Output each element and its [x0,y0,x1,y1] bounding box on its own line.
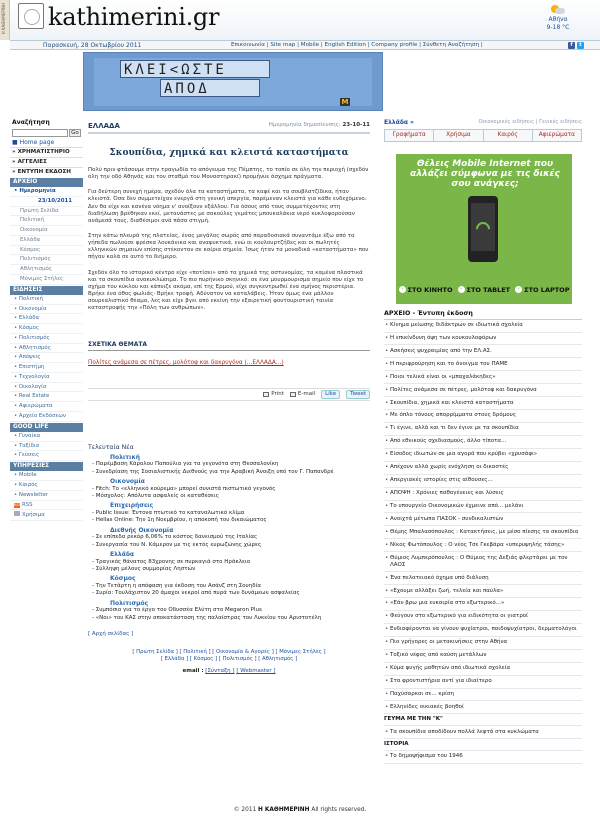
arrow-icon: › [458,286,465,293]
sidebar-news-item-label: Οικονομία [18,305,47,312]
sidebar-box-print-edition[interactable]: » ΕΝΤΥΠΗ ΕΚΔΟΣΗ [10,167,83,177]
bullet-icon: • [14,403,19,410]
dash-icon: - [92,607,96,614]
print-archive-item[interactable]: • Ποιοι τελικά είναι οι «μπαχαλάκηδες» [384,371,582,384]
article-paragraph: Για δεύτερη συνεχή ημέρα, σχεδόν όλα τα καταστήματα, τα καφέ και τα σουβλατζίδικα, ήταν κλειστά. Όσα δεν συμμετείχαν ενεργά στη γενική απεργία, παρέμεναν κλειστά για κάθε ενδεχόμενο. Δεν θα είχε και κανένα νόημα ν' ανοίξουν εξάλλου. Για όσους από τους συμμετέχοντες στη διαδήλωση βρέθηκαν εκεί, μετανάστες με σακούλες γεμάτες μπουκαλάκια νερό κυκλοφορούσαν ανάμεσά τους, διαθέσιμοι ανά πάσα στιγμή. [88,189,367,224]
latest-news-item[interactable] [88,607,370,614]
arrow-icon: › [399,286,406,293]
sidebar-archive-item[interactable]: Οικονομία [10,226,83,236]
latest-news-category: Ελλάδα [110,551,135,559]
current-date: Παρασκευή, 28 Οκτωβρίου 2011 [43,42,142,49]
sidebar-news-item-label: Αφιερώματα [18,403,53,410]
rss-link[interactable] [10,501,83,511]
latest-news-item[interactable] [88,534,370,541]
latest-news-item-label: «Νοι» του ΚΑΣ στην αποκατάσταση της παλαίστρας του Λυκείου του Αριστοτέλη [95,614,322,621]
sidebar-box-stocks[interactable]: » ΧΡΗΜΑΤΙΣΤΗΡΙΟ [10,147,83,157]
latest-news-item[interactable] [88,486,370,493]
services-list [10,471,83,500]
latest-news-item[interactable] [88,461,370,468]
site-logo[interactable] [18,3,219,31]
sidebar-service-item[interactable] [10,471,83,481]
related-header: ΣΧΕΤΙΚΑ ΘΕΜΑΤΑ [88,341,370,351]
latest-news-list [88,454,370,622]
article-category[interactable]: ΕΛΛΑΔΑ [88,122,120,130]
article-title: Σκουπίδια, χημικά και κλειστά καταστήματα [109,147,349,158]
print-archive-list [384,320,582,715]
bullet-icon: • [14,315,19,322]
news-list [10,295,83,422]
sidebar-service-item-label: Mobile [18,472,37,479]
dash-icon: - [92,468,96,475]
bullet-icon: • [14,452,19,459]
sidebar-news-item[interactable] [10,373,83,383]
dash-icon: - [92,566,96,573]
search-form [10,128,83,138]
banner-logo-icon: M [341,98,349,106]
social-links [568,42,584,49]
sidebar-news-item-label: Επιστήμη [18,364,45,371]
latest-news-item[interactable] [88,542,370,549]
print-archive-item[interactable]: • Ενδιαφέρονται να γίνουν ψυχίατροι, παιδοψυχίατροι, δερματολόγοι [384,624,582,637]
ad-label-text: ΣΤΟ TABLET [466,285,511,294]
archive-list [10,207,83,285]
latest-news-category: Κόσμος [110,575,136,583]
email-webmaster-link[interactable]: [ Webmaster ] [236,667,276,674]
sidebar-life-item[interactable] [10,451,83,461]
side-strip-label: Η ΚΑΘΗΜΕΡΙΝΗ [1,3,6,35]
bullet-icon: • [14,442,19,449]
label: Ημερομηνία [19,188,56,195]
latest-news-item-label: Hellas Online: Την 1η Νοεμβρίου, η αποκοπή του δικαιώματος [95,517,267,524]
ad-label-text: ΣΤΟ ΚΙΝΗΤΟ [407,285,453,294]
latest-news-item-label: Συμπόσιο για το έργο του Οδυσσέα Ελύτη στο Megaron Plus [95,607,262,614]
latest-news-item-label: Public Issue: Έντονα πτωτικό το καταναλωτικό κλίμα [95,509,245,516]
arrow-icon: › [515,286,522,293]
copyright [0,807,600,814]
email-label: email : [182,667,204,674]
bullet-icon: • [14,432,19,439]
sidebar-life-item-label: Γυναίκα [18,432,41,439]
sidebar-life-item-label: Ταξίδια [18,442,40,449]
email-button[interactable] [290,391,315,398]
sidebar-life-item-label: Γεύσεις [18,452,40,459]
print-archive-item[interactable]: • Φεύγουν στο εξωτερικό για ειδικότητα οι γιατροί [384,611,582,624]
search-input[interactable] [12,129,68,137]
sidebar-news-item[interactable] [10,412,83,422]
right-tabs [384,129,582,142]
back-to-top-link[interactable]: [ Αρχή σελίδας ] [88,631,134,638]
sidebar-news-item-label: Πολιτική [18,295,43,302]
bullet-icon: • [14,364,19,371]
latest-news-category: Διεθνής Οικονομία [110,526,174,534]
tab-features[interactable]: Αφιερώματα [533,130,581,141]
dash-icon: - [92,493,96,500]
sidebar-archive-item[interactable]: Πολιτισμός [10,255,83,265]
bullet-icon: • [14,373,19,380]
dash-icon: - [92,461,96,468]
search-label: Αναζήτηση [12,119,50,126]
print-button[interactable] [263,391,284,398]
sidebar-archive-item[interactable]: Πρώτη Σελίδα [10,207,83,217]
ad-label [458,286,511,294]
latest-news-item[interactable] [88,469,370,476]
latest-news-item-label: Μόσχολος: Απόλυτα ασφαλείς οι καταθέσεις [95,493,219,500]
sidebar-service-item[interactable] [10,481,83,491]
sidebar-news-item[interactable] [10,334,83,344]
sidebar-archive-item[interactable]: Πολιτική [10,216,83,226]
news-header: ΕΙΔΗΣΕΙΣ [10,286,83,295]
print-archive-item[interactable]: • «Εάν βρω μια ευκαιρία στο εξωτερικό...» [384,598,582,611]
side-strip [0,0,10,40]
ad-label [399,286,453,294]
latest-news-item-label: Παρέμβαση Κάρολου Παπούλια για τα γεγονότα στη Θεσσαλονίκη [95,461,279,468]
bullet-icon: • [14,334,19,341]
twitter-icon[interactable]: t [577,42,584,49]
good-life-header: GOOD LIFE [10,423,83,432]
publish-date-label: Ημερομηνία δημοσίευσης: [268,122,341,128]
weather-partly-cloudy-icon [551,5,565,15]
ad-label-text: ΣΤΟ LAPTOP [524,285,570,294]
print-archive-item[interactable]: • Ελληνίδες οικιακές βοηθοί [384,701,582,714]
print-archive-item[interactable]: • Σκουπίδια, χημικά και κλειστά καταστήματα [384,397,582,410]
weather-temp: 9-18 °C [546,23,570,31]
rss-label: RSS [22,501,33,508]
email-editorial-link[interactable]: [Σύνταξη ] [205,667,235,674]
sidebar-news-item[interactable] [10,363,83,373]
sidebar-news-item[interactable] [10,383,83,393]
bullet-icon: • [14,472,19,479]
dash-icon: - [92,485,96,492]
useful-label: Χρήσιμα [22,512,45,519]
right-top-links [384,118,582,128]
like-button[interactable] [321,390,340,399]
sidebar-news-item-label: Κόσμος [18,325,40,332]
lunch-with-k-heading: ΓΕΥΜΑ ΜΕ ΤΗΝ "Κ" [384,714,582,726]
banner-line-2: ΑΠΟΔ [164,81,210,97]
ad-labels [396,286,572,294]
sidebar-service-item-label: Newsletter [18,491,49,498]
sidebar-service-item-label: Καιρός [18,482,38,489]
footer-links-row[interactable]: [ Πρώτη Σελίδα ] [ Πολιτική ] [ Οικονομία & Αγορές ] [ Μόνιμες Στήλες ] [132,649,326,656]
print-archive-item[interactable]: • Κύμα φυγής μαθητών από ιδιωτικά σχολεία [384,663,582,676]
print-archive-item[interactable]: • Απεργιακές ιστορίες στις αίθουσες... [384,475,582,488]
dash-icon: - [92,590,96,597]
sidebar-news-item-label: Τεχνολογία [18,373,50,380]
latest-news-item-label: Συνεδρίαση της Σοσιαλιστικής Διεθνούς για την Αραβική Άνοιξη υπό τον Γ. Παπανδρέ [95,468,334,475]
sidebar-news-item-label: Πολιτισμός [18,334,50,341]
bullet-icon: • [14,412,19,419]
latest-news [88,444,370,675]
sidebar-box-label: ΕΝΤΥΠΗ ΕΚΔΟΣΗ [17,168,71,175]
ad-banner[interactable] [83,52,383,111]
bullet-icon: • [14,305,19,312]
print-archive-item[interactable]: • Πολίτες ανάμεσα σε πέτρες, μολότοφ και δακρυγόνα [384,384,582,397]
latest-news-category: Επιχειρήσεις [110,502,154,510]
banner-line-1: ΚΛΕΙ<ΩΣΤΕ [124,62,227,78]
latest-news-item[interactable] [88,590,370,597]
print-archive-item[interactable]: • Ανοιχτά μέτωπα ΠΑΣΟΚ - συνδικαλιστών [384,513,582,526]
sidebar-news-item[interactable] [10,295,83,305]
folder-icon [14,511,20,516]
archive-header: ΑΡΧΕΙΟ [10,178,83,187]
tab-useful[interactable]: Χρήσιμα [434,130,483,141]
bullet-icon: • [14,393,19,400]
print-archive-item[interactable]: • Νίκος Φωτόπουλος : Ο νέος Τσε Γκεβάρα «υπερυψηλής τάσης» [384,539,582,552]
latest-news-item[interactable] [88,517,370,524]
sidebar-news-item[interactable] [10,353,83,363]
home-page-link[interactable]: ■ Home page [12,138,55,146]
facebook-icon[interactable]: f [568,42,575,49]
print-archive-item[interactable]: • Η περιφρούρηση και το άνοιγμα του ΠΑΜΕ [384,358,582,371]
sidebar-service-item[interactable] [10,491,83,501]
print-archive-item[interactable]: • Απέχουν αλλά χωρίς ενόχληση οι δικαστές [384,462,582,475]
latest-news-item[interactable] [88,566,370,573]
sidebar-archive-item[interactable]: Αθλητισμός [10,265,83,275]
rss-icon: RSS [14,502,21,507]
logo-text: kathimerini.gr [48,3,220,31]
print-icon [263,392,269,397]
sidebar-news-item[interactable] [10,314,83,324]
print-archive-item[interactable]: • Θέμης Μπαλασόπουλος : Κατακτήσεις, με μέσο πίεσης τα σκουπίδια [384,526,582,539]
left-sidebar [10,118,83,521]
latest-news-item-label: Τραγικός θάνατος 83χρονης σε πυρκαγιά στο Ηράκλειο [95,558,251,565]
sidebar-box-classifieds[interactable]: » ΑΓΓΕΛΙΕΣ [10,157,83,167]
latest-news-item-label: Σύλληψη μέλους συμμορίας Ληστών [95,566,196,573]
print-archive-item[interactable]: • Ασκήσεις ψυχραιμίας από την ΕΛ.ΑΣ. [384,345,582,358]
sidebar-box-label: ΑΓΓΕΛΙΕΣ [17,158,47,165]
top-links[interactable]: Επικοινωνία | Site map | Mobile | English Edition | Company profile | Σύνθετη Αναζήτηση | [231,42,483,48]
print-archive-item[interactable]: • Παχύσαρκοι σε... κρίση [384,689,582,702]
top-bar [10,40,600,50]
latest-news-category: Οικονομία [110,478,145,486]
archive-date-label: • Ημερομηνία [10,187,83,197]
dash-icon: - [92,517,96,524]
ad-label [515,286,569,294]
publish-date-value: 23-10-11 [342,122,370,128]
right-section-sublinks[interactable]: Οικονομικές ειδήσεις | Γενικές ειδήσεις [478,119,582,125]
related-article-link[interactable]: Πολίτες ανάμεσα σε πέτρες, μολότοφ και δακρυγόνα (...ΕΛΛΑΔΑ...) [88,359,284,366]
tab-charts[interactable]: Γραφήματα [385,130,434,141]
sidebar-box-label: ΧΡΗΜΑΤΙΣΤΗΡΙΟ [17,149,70,155]
bullet-icon: • [14,325,19,332]
logo-emblem-icon [18,3,44,29]
search-go-button[interactable]: Go [69,129,81,137]
print-label: Print [271,391,284,398]
email-label: E-mail [297,391,316,398]
latest-news-item-label: Την Τετάρτη η απόφαση για έκδοση του Ασάνζ στη Σουηδία [95,582,262,589]
print-archive-heading: ΑΡΧΕΙΟ - Έντυπη έκδοση [384,310,582,320]
sidebar-life-item[interactable] [10,442,83,452]
archive-date[interactable]: 23/10/2011 [10,197,83,207]
latest-news-item-label: Συνεργασία του Ν. Κάμερον με τις εκτός ευρωζώνης χώρες [95,541,262,548]
lunch-with-k-item[interactable]: • Τα σκουπίδια αποδίδουν πολλά λεφτά στα κυκλώματα [384,726,582,739]
history-heading: ΙΣΤΟΡΙΑ [384,739,582,751]
latest-news-item-label: Fitch: Το «ελληνικό κούρεμα» μπορεί συνιστά πιστωτικό γεγονός [95,485,276,492]
print-archive-item[interactable]: • Στα φροντιστήρια αντί για ιδιαίτερο [384,676,582,689]
publish-date [269,122,370,131]
dash-icon: - [92,509,96,516]
print-archive-item[interactable]: • Πιο γρήγορες οι μετακινήσεις στην Αθήνα [384,637,582,650]
email-contacts [88,668,370,675]
sidebar-archive-item[interactable]: Κόσμος [10,246,83,256]
print-archive-item[interactable]: • Το υπουργείο Οικονομικών έχμεινε από... μελάνι [384,501,582,514]
services-header: ΥΠΗΡΕΣΙΕΣ [10,462,83,471]
print-archive-item[interactable]: • Τι έγινε, αλλά και τι δεν έγινε με τα σκουπίδια [384,423,582,436]
copyright-text: All rights reserved. [311,807,367,813]
sidebar-archive-item[interactable]: Μόνιμες Στήλες [10,275,83,285]
right-section-title[interactable]: Ελλάδα » [384,119,415,126]
copyright-year: © 2011 [233,807,257,813]
tweet-button[interactable] [346,390,370,399]
history-item[interactable]: • Το δημοψήφισμα του 1946 [384,751,582,764]
site-header [0,0,600,40]
dash-icon: - [92,541,96,548]
latest-news-category: Πολιτική [110,453,140,461]
print-archive-item[interactable]: • Ένα πελατειακό όχημα υπό διάλυση [384,572,582,585]
article-header [88,122,370,134]
bullet-icon: • [14,344,19,351]
useful-link[interactable] [10,510,83,521]
dash-icon: - [92,614,96,621]
print-archive-item[interactable]: • Η επικίνδυνη όψη των κουκουλοφόρων [384,333,582,346]
sidebar-life-item[interactable] [10,432,83,442]
dash-icon: - [92,534,96,541]
latest-news-item[interactable] [88,493,370,500]
sidebar-news-item[interactable] [10,305,83,315]
ad-headline: Θέλεις Mobile Internet που αλλάζει σύμφωνα με τις δικές σου ανάγκες; [410,158,560,190]
bullet-icon: • [14,482,19,489]
latest-news-item-label: Συρία: Τουλάχιστον 20 άμαχοι νεκροί από πυρά των δυνάμεων ασφαλείας [95,590,300,597]
sidebar-news-item-label: Αθλητισμός [18,344,51,351]
right-sidebar [384,118,582,764]
latest-news-item-label: Σε επίπεδα ρεκόρ 6,06% το κόστος δανεισμού της Ιταλίας [95,534,258,541]
article-paragraph: Σχεδόν όλο το ιστορικό κέντρο είχε «ποτίσει» από τα χημικά της αστυνομίας, τα καμένα πλαστικά και τα σκουπίδια ανακυκλώσιμα. Το πιο πυρήνικο σκηνικό: σε ένα μουρμουρισμα σημείο που είχε το σχήμα του κύκλου και κάπνιζε ακόμα, επί της Ερμού, είχε συγκεντρωθεί ένα σμήνος περιστέρια. Βρήκε ένα όθος φωλιάς· Βρήκε τροφή. Αδύνατον να καταλάβεις. Ήταν όμως ένα μάλλον σουρεαλιστικό θέαμα, λες και είχε βγει από εκείνη την εξαιρετική φουτουριστική ταινία καταστροφής την «Πόλη των ανθρώπων». [88,269,364,312]
weather-widget[interactable] [538,5,578,31]
bullet-icon: • [14,491,19,498]
print-archive-item[interactable]: • Από εθνικούς σχεδιασμούς, άλλο τίποτα... [384,436,582,449]
sidebar-news-item-label: Ελλάδα [18,315,40,322]
print-archive-item[interactable]: • Τοξικό νέφος από καύση μετάλλων [384,650,582,663]
bullet-icon: • [14,354,19,361]
sidebar-news-item-label: Real Estate [18,393,50,400]
sidebar-archive-item[interactable]: Ελλάδα [10,236,83,246]
latest-news-heading: Τελευταία Νέα [88,444,134,451]
article-paragraph: Στην κάτω πλευρά της πλατείας, ένας μεγάλος σωρός από παραδοσιακά συναντάμε έξω από τα γήπεδα πωλούσε φρέσκα λουκάνικα και αναψυκτικά, ενώ οι κουλουρτζήδες και οι πωλητές ελληνικών σημαιών επίσης στέκονταν σε καίρια σημεία. Ίσως ήταν τα μοναδικά «καταστήματα» που πήγαν καλά σε αυτό το διήμερο. [88,232,369,261]
print-archive-item[interactable]: • «Εχουμε αλλάξει ζωή, τελεία και παύλα» [384,585,582,598]
email-icon [290,392,296,397]
weather-city: Αθήνα [548,16,568,23]
sidebar-news-item-label: Αρχείο Εκδόσεων [18,412,66,419]
sidebar-news-item[interactable] [10,344,83,354]
bullet-icon: • [14,383,19,390]
sidebar-news-item-label: Οικολογία [18,383,47,390]
sidebar-news-item[interactable] [10,402,83,412]
article-tools [88,388,370,401]
dash-icon: - [92,582,96,589]
tweet-label: Tweet [350,391,366,398]
latest-news-category: Πολιτισμός [110,599,149,607]
bullet-icon: • [14,295,19,302]
print-archive-item[interactable]: • Με όπλο τόνους απορρίμματα στους δρόμους [384,410,582,423]
footer-links-row[interactable]: [ Ελλάδα ] [ Κόσμος ] [ Πολιτισμός ] [ Αθλητισμός ] [160,656,298,663]
article-column [88,122,370,675]
dash-icon: - [92,558,96,565]
sidebar-news-item-label: Απόψεις [18,354,41,361]
sidebar-news-item[interactable] [10,392,83,402]
print-archive-item[interactable]: • Είσοδος ιδιωτών σε μια αγορά που κρύβει «χρυσάφι» [384,449,582,462]
sidebar-news-item[interactable] [10,324,83,334]
tab-weather[interactable]: Καιρός [484,130,533,141]
like-label: Like [325,391,337,398]
good-life-list [10,432,83,461]
article-paragraph: Πολύ πριν φτάσουμε στην τραγωδία το απόγευμα της Πέμπτης, το τοπίο σε όλη την περιοχή (σχεδόν όλη την οδό Αθηνάς και τον σταθμό του Μοναστηρακί) προμήνυε άσχημα πράγματα. [88,167,369,181]
print-archive-item[interactable]: • Κίνημα μείωσης διδάκτρων σε ιδιωτικά σχολεία [384,320,582,333]
latest-news-item[interactable] [88,559,370,566]
print-archive-item[interactable]: • Θύμιος Λυμπερόπουλος : Ο Θύμιος της Δεξιάς φλερτάρει με τον ΛΑΟΣ [384,552,582,572]
footer-section-links [88,649,370,664]
latest-news-item[interactable] [88,615,370,622]
copyright-brand: Η ΚΑΘΗΜΕΡΙΝΗ [258,807,310,813]
print-archive-item[interactable]: • ΑΠΟΨΗ : Χρόνιες παθογένειες και λύσεις [384,488,582,501]
mobile-internet-ad[interactable] [396,154,572,304]
home-page-label: Home page [19,138,55,146]
